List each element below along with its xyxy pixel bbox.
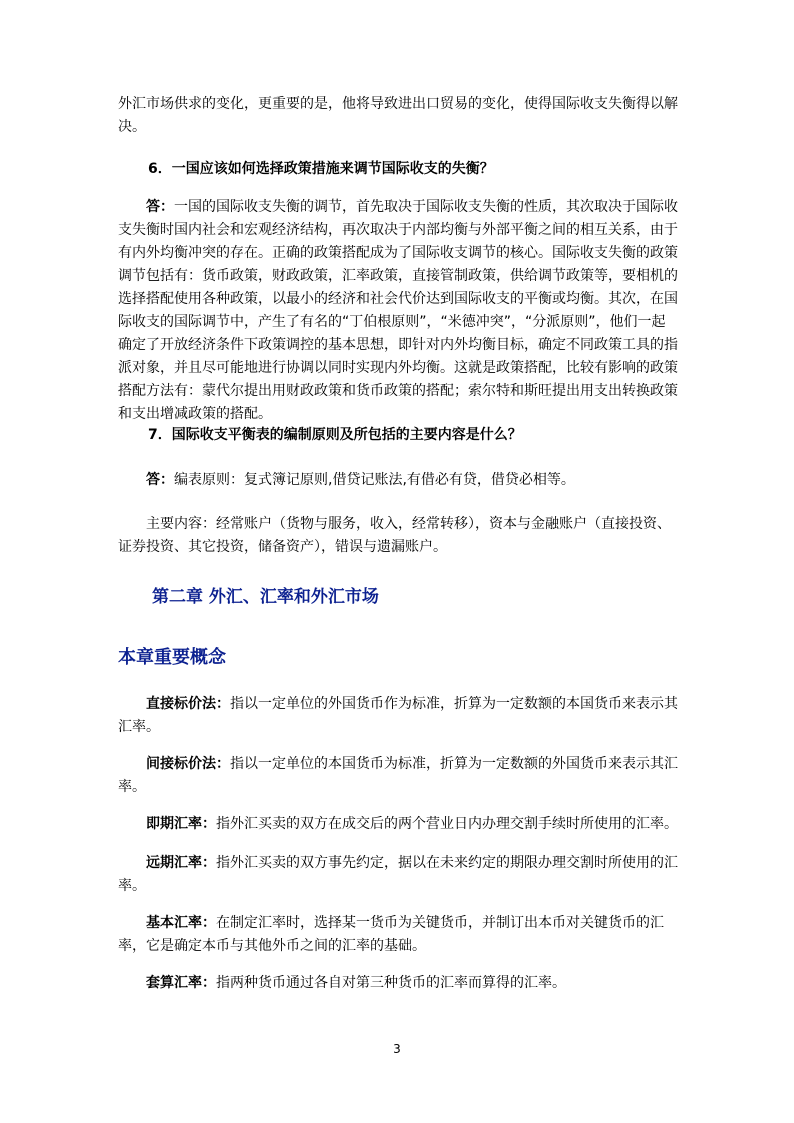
answer-label: 答：: [146, 199, 174, 215]
answer-6-text: 一国的国际收支失衡的调节，首先取决于国际收支失衡的性质，其次取决于国际收支失衡时国内社会和宏观经济结构，再次取决于内部均衡与外部平衡之间的相互关系，由于有内外均衡冲突的存在。正确的政策搭配成为了国际收支调节的核心。国际收支失衡的政策调节包括有：货币政策，财政政策，汇率政策，直接管制政策，供给调节政策等，要相机的选择搭配使用各种政策，以最小的经济和社会代价达到国际收支的平衡或均衡。其次，在国际收支的国际调节中，产生了有名的“丁伯根原则”，“米德冲突”，“分派原则”，他们一起确定了开放经济条件下政策调控的基本思想，即针对内外均衡目标，确定不同政策工具的指派对象，并且尽可能地进行协调以同时实现内外均衡。这就是政策搭配，比较有影响的政策搭配方法有：蒙代尔提出用财政政策和货币政策的搭配；索尔特和斯旺提出用支出转换政策和支出增减政策的搭配。: [118, 199, 678, 422]
concept-term: 直接标价法：: [146, 696, 230, 712]
answer-7-text: 编表原则：复式簿记原则,借贷记账法,有借必有贷，借贷必相等。: [174, 472, 575, 488]
concept-term: 套算汇率：: [146, 975, 216, 991]
concept-item: [118, 693, 678, 739]
concept-term: 间接标价法：: [146, 756, 230, 772]
concept-item: [118, 852, 678, 898]
concept-definition: 在制定汇率时，选择某一货币为关键货币，并制订出本币对关键货币的汇率，它是确定本币与其他外币之间的汇率的基础。: [118, 915, 664, 954]
concept-item: [118, 813, 692, 836]
concept-term: 基本汇率：: [146, 915, 216, 931]
concept-item: [118, 972, 678, 995]
question-7: 7．国际收支平衡表的编制原则及所包括的主要内容是什么？: [148, 427, 522, 443]
page-number: 3: [393, 1042, 401, 1056]
answer-6: [118, 196, 678, 426]
answer-7: [146, 469, 686, 492]
paragraph-continued: 外汇市场供求的变化，更重要的是，他将导致进出口贸易的变化，使得国际收支失衡得以解决。: [118, 96, 678, 135]
concept-definition: 指以一定单位的本国货币为标准，折算为一定数额的外国货币来表示其汇率。: [118, 756, 678, 795]
answer-7-main-content: 主要内容：经常账户（货物与服务，收入，经常转移），资本与金融账户（直接投资、证券投资、其它投资，储备资产），错误与遗漏账户。: [118, 516, 671, 555]
concept-definition: 指外汇买卖的双方事先约定，据以在未来约定的期限办理交割时所使用的汇率。: [118, 855, 678, 894]
concept-definition: 指两种货币通过各自对第三种货币的汇率而算得的汇率。: [216, 975, 566, 991]
concept-term: 远期汇率：: [146, 855, 216, 871]
question-6: 6．一国应该如何选择政策措施来调节国际收支的失衡？: [148, 161, 494, 177]
chapter-2-title: 第二章 外汇、汇率和外汇市场: [152, 587, 379, 607]
concept-item: [118, 753, 678, 799]
concept-definition: 指以一定单位的外国货币作为标准，折算为一定数额的本国货币来表示其汇率。: [118, 696, 678, 735]
concept-term: 即期汇率：: [146, 816, 216, 832]
answer-label: 答：: [146, 472, 174, 488]
section-title: 本章重要概念: [118, 647, 226, 668]
concept-definition: 指外汇买卖的双方在成交后的两个营业日内办理交割手续时所使用的汇率。: [216, 816, 678, 832]
concept-item: [118, 912, 678, 958]
